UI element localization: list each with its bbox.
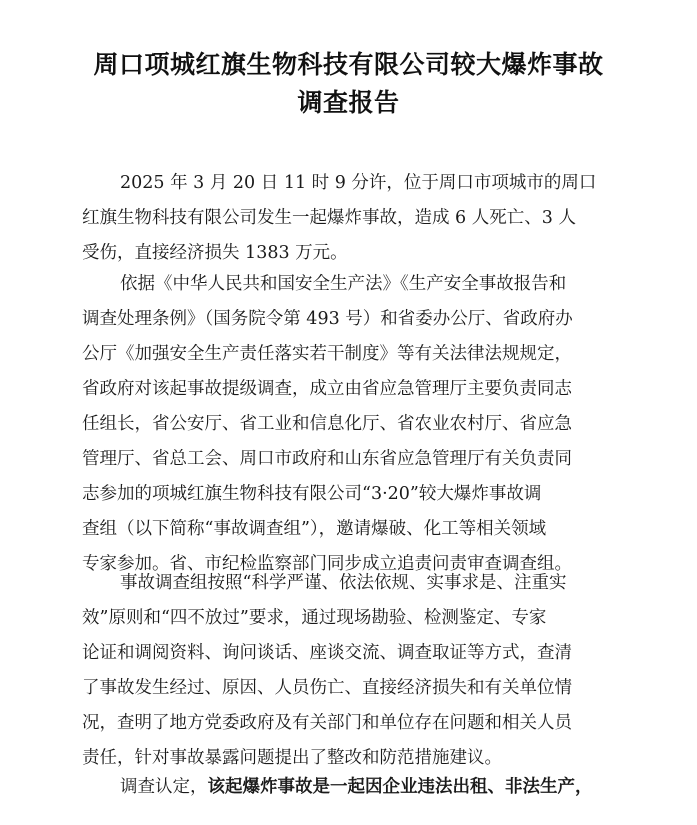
text-line: 受伤，直接经济损失 1383 万元。	[82, 243, 348, 263]
text-line: 况，查明了地方党委政府及有关部门和单位存在问题和相关人员	[82, 713, 572, 733]
text-line: 公厅《加强安全生产责任落实若干制度》等有关法律法规规定，	[82, 344, 572, 364]
text-line: 2025 年 3 月 20 日 11 时 9 分许，位于周口市项城市的周口	[120, 173, 597, 193]
text-line: 管理厅、省总工会、周口市政府和山东省应急管理厅有关负责同	[82, 449, 572, 469]
report-title-line-2: 调查报告	[297, 88, 400, 117]
text-line: 任组长，省公安厅、省工业和信息化厅、省农业农村厅、省应急	[82, 414, 572, 434]
conclusion-bold-text: 该起爆炸事故是一起因企业违法出租、非法生产，	[207, 777, 593, 797]
text-line: 论证和调阅资料、询问谈话、座谈交流、调查取证等方式，查清	[82, 643, 572, 663]
conclusion-intro: 调查认定，	[120, 777, 208, 797]
text-line: 事故调查组按照“科学严谨、依法依规、实事求是、注重实	[120, 573, 567, 593]
text-line: 了事故发生经过、原因、人员伤亡、直接经济损失和有关单位情	[82, 678, 572, 698]
text-line: 责任，针对事故暴露问题提出了整改和防范措施建议。	[82, 748, 502, 768]
text-line: 红旗生物科技有限公司发生一起爆炸事故，造成 6 人死亡、3 人	[82, 208, 576, 228]
text-line: 依据《中华人民共和国安全生产法》《生产安全事故报告和	[120, 274, 567, 294]
text-line: 调查处理条例》（国务院令第 493 号）和省委办公厅、省政府办	[82, 309, 573, 329]
text-line: 志参加的项城红旗生物科技有限公司“3·20”较大爆炸事故调	[82, 484, 542, 504]
report-title-line-1: 周口项城红旗生物科技有限公司较大爆炸事故	[93, 50, 604, 79]
text-line: 专家参加。省、市纪检监察部门同步成立追责问责审查调查组。	[82, 554, 572, 574]
text-line: 效”原则和“四不放过”要求，通过现场勘验、检测鉴定、专家	[82, 608, 547, 628]
text-line	[120, 772, 593, 802]
text-line: 省政府对该起事故提级调查，成立由省应急管理厅主要负责同志	[82, 379, 572, 399]
text-line: 查组（以下简称“事故调查组”），邀请爆破、化工等相关领域	[82, 519, 547, 539]
